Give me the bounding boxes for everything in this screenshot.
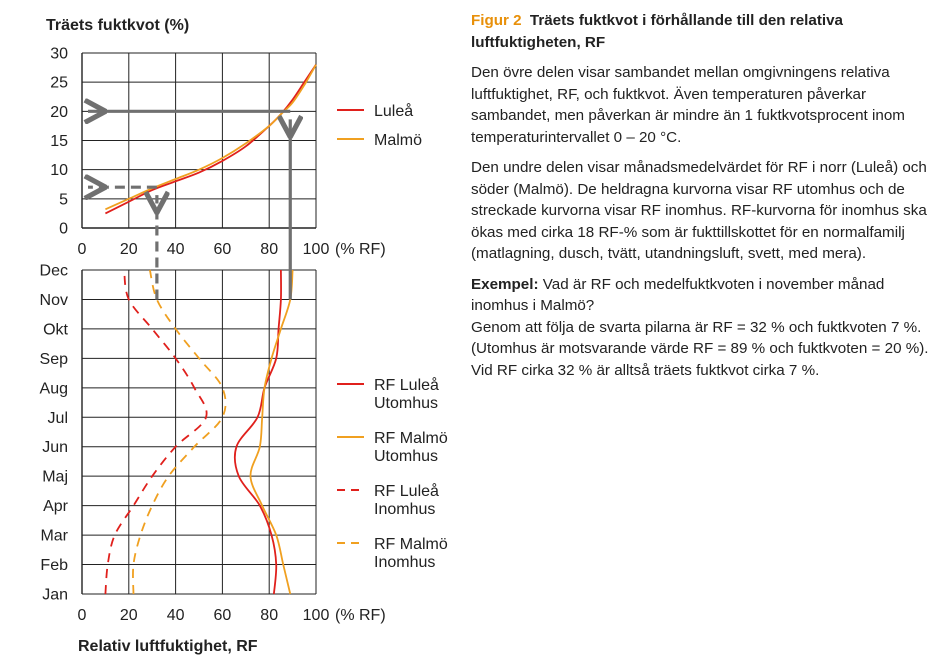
legend-label-rf-malmo-utomhus-1: RF Malmö <box>374 430 448 447</box>
top-series <box>105 65 316 214</box>
bottom-x-tick-100: 100 <box>302 607 330 624</box>
month-label-apr: Apr <box>43 498 68 516</box>
bottom-series <box>105 270 292 594</box>
bottom-grid <box>82 270 316 594</box>
figure-caption <box>471 10 933 390</box>
top-y-tick-5: 5 <box>59 191 68 209</box>
month-label-feb: Feb <box>40 557 68 575</box>
caption-example <box>471 274 933 317</box>
legend-label-rf-malmo-utomhus-2: Utomhus <box>374 448 439 465</box>
bottom-x-tick-0: 0 <box>77 607 87 624</box>
moisture-chart <box>0 0 460 664</box>
caption-paragraph-2: Den undre delen visar månadsmedelvärdet för RF i norr (Luleå) och söder (Malmö). De heldragna kurvorna visar RF utomhus och de streckade kurvorna visar RF inomhus. RF-kurvorna för inomhus ska ökas med cirka 18 RF-% som är fukttillskottet för en normalfamilj (matlagning, dusch, tvätt, utandningsluft, svett, med mera). <box>471 159 927 262</box>
top-y-tick-30: 30 <box>50 45 68 63</box>
bottom-x-tick-60: 60 <box>213 607 232 624</box>
top-x-tick-60: 60 <box>213 241 232 258</box>
caption-paragraph-1: Den övre delen visar sambandet mellan omgivningens relativa luftfuktighet, RF, och fuktkvot. Även temperaturen påverkar sambandet, men påverkan är mindre än 1 fuktkvotsprocent inom temperaturintervallet 0 – 20 °C. <box>471 64 905 146</box>
month-label-aug: Aug <box>39 380 68 398</box>
top-y-tick-20: 20 <box>50 103 68 121</box>
bottom-series-rf-lulea-utomhus <box>235 270 281 594</box>
bottom-series-rf-lulea-inomhus <box>105 270 206 594</box>
top-y-tick-15: 15 <box>50 133 68 150</box>
legend-label-rf-lulea-utomhus-1: RF Luleå <box>374 377 439 394</box>
month-label-jul: Jul <box>47 409 68 427</box>
legend-label-lulea: Luleå <box>374 103 414 120</box>
legend-top <box>337 102 422 149</box>
top-y-tick-25: 25 <box>50 74 68 92</box>
legend-bottom <box>337 376 448 571</box>
bottom-x-tick-20: 20 <box>119 607 138 624</box>
month-label-jan: Jan <box>42 586 68 604</box>
top-x-tick-0: 0 <box>77 241 87 258</box>
legend-label-rf-malmo-inomhus-1: RF Malmö <box>374 536 448 553</box>
legend-label-rf-lulea-utomhus-2: Utomhus <box>374 395 439 412</box>
bottom-x-axis-title: Relativ luftfuktighet, RF <box>78 638 258 655</box>
top-x-unit-label: (% RF) <box>335 241 386 258</box>
top-grid <box>82 53 316 228</box>
month-label-jun: Jun <box>42 439 68 457</box>
bottom-x-unit-label: (% RF) <box>335 607 386 624</box>
top-x-tick-40: 40 <box>166 241 185 258</box>
legend-label-malmo: Malmö <box>374 132 423 149</box>
legend-label-rf-malmo-inomhus-2: Inomhus <box>374 554 436 571</box>
top-x-tick-100: 100 <box>302 241 330 258</box>
top-y-tick-0: 0 <box>59 220 68 238</box>
figure-title-text: Träets fuktkvot i förhållande till den relativa luftfuktigheten, RF <box>471 12 843 51</box>
month-label-sep: Sep <box>39 350 68 368</box>
example-label: Exempel: <box>471 275 539 293</box>
top-y-tick-10: 10 <box>50 162 68 180</box>
month-label-maj: Maj <box>42 468 68 486</box>
top-series-lulea <box>105 65 316 214</box>
example-answer: Genom att följa de svarta pilarna är RF = 32 % och fuktkvoten 7 %. (Utomhus är motsvarande värde RF = 89 % och fuktkvoten = 20 %). Vid RF cirka 32 % är alltså träets fuktkvot cirka 7 %. <box>471 318 929 379</box>
figure-title <box>471 10 933 53</box>
top-x-tick-80: 80 <box>260 241 279 258</box>
legend-label-rf-lulea-inomhus-1: RF Luleå <box>374 483 439 500</box>
month-label-dec: Dec <box>39 262 68 280</box>
example-question: Vad är RF och medelfuktkvoten i november månad inomhus i Malmö? <box>471 275 885 314</box>
bottom-x-tick-80: 80 <box>260 607 279 624</box>
top-x-tick-20: 20 <box>119 241 138 258</box>
month-label-okt: Okt <box>43 321 68 339</box>
legend-label-rf-lulea-inomhus-2: Inomhus <box>374 501 436 518</box>
tick-labels <box>40 46 330 625</box>
bottom-x-tick-40: 40 <box>166 607 185 624</box>
month-label-mar: Mar <box>40 527 68 545</box>
bottom-series-rf-malmo-utomhus <box>250 270 292 594</box>
example-arrows <box>88 111 290 299</box>
bottom-series-rf-malmo-inomhus <box>133 270 226 594</box>
month-label-nov: Nov <box>39 291 68 309</box>
figure-number: Figur 2 <box>471 12 522 29</box>
top-chart-title: Träets fuktkvot (%) <box>46 17 190 34</box>
